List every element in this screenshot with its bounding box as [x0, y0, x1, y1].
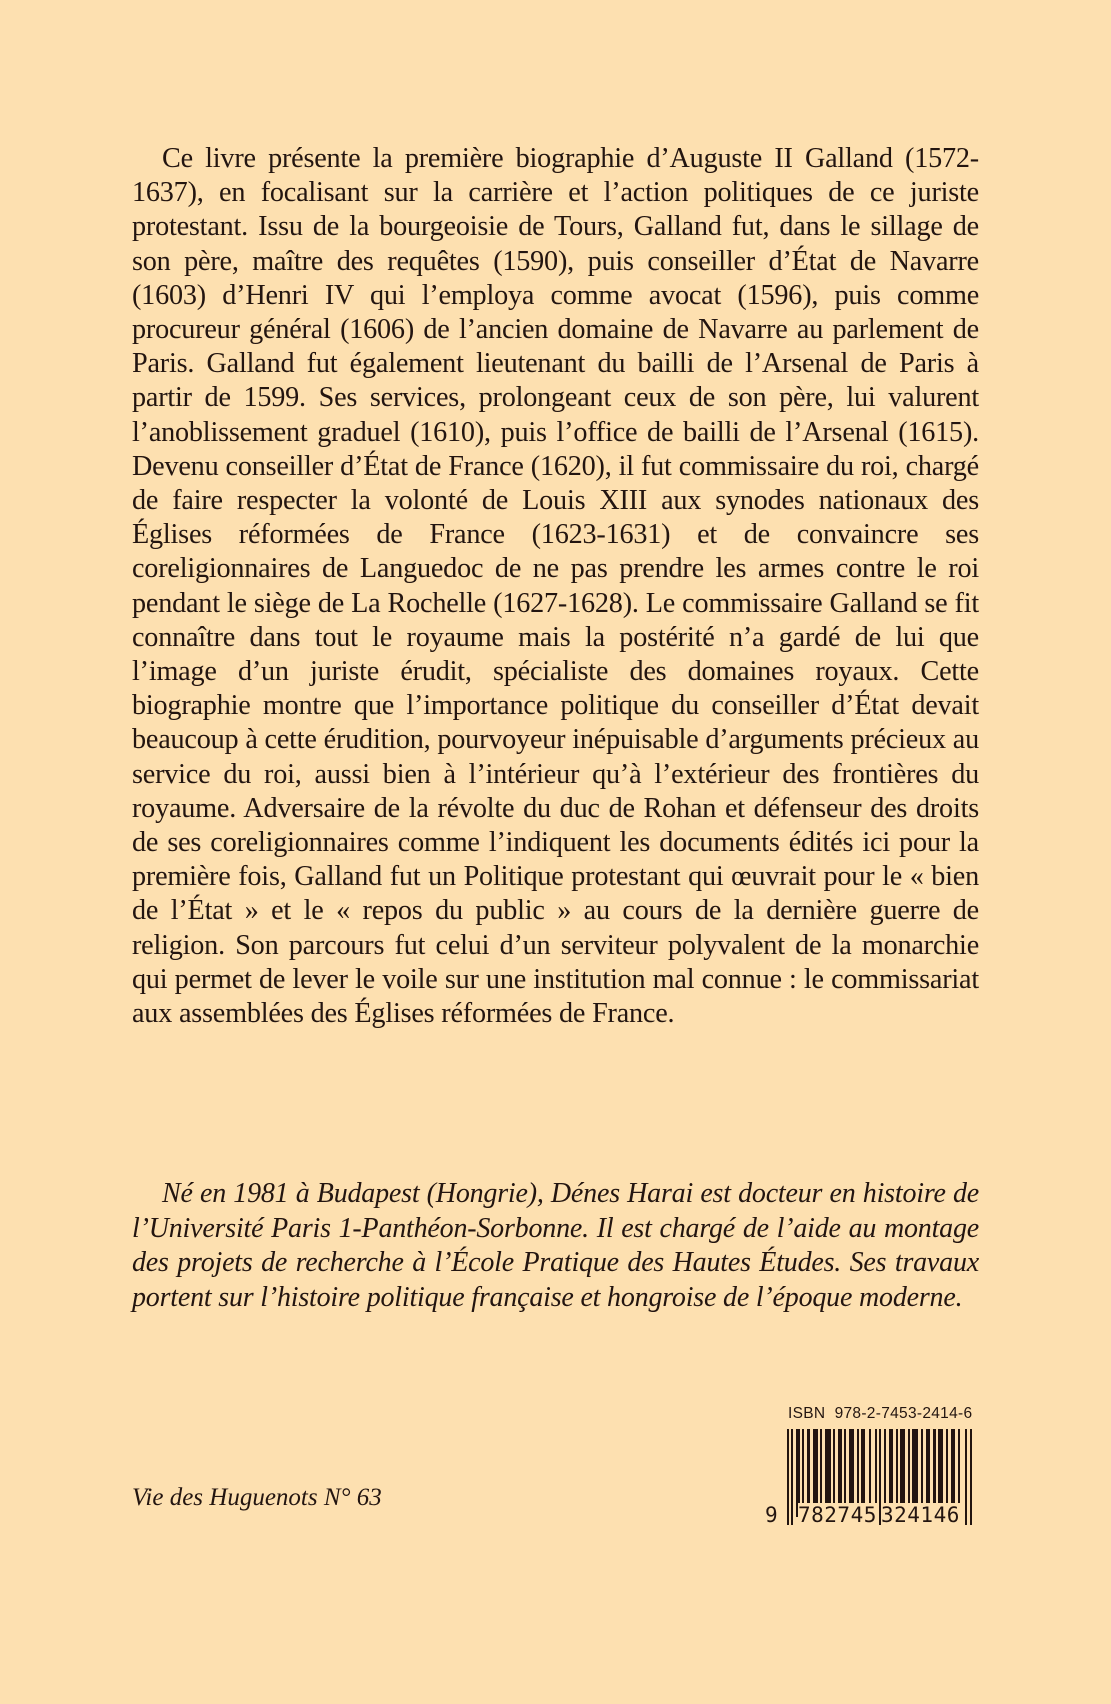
barcode-digits-right: 324146: [881, 1503, 960, 1527]
barcode-digit-first: 9: [765, 1503, 778, 1527]
isbn-barcode: [765, 1405, 980, 1535]
author-bio: Né en 1981 à Budapest (Hongrie), Dénes Harai est docteur en histoire de l’Université Paris 1-Panthéon-Sorbonne. Il est chargé de l’aide au montage des projets de recherche à l’École Pratique des Hautes Études. Ses travaux portent sur l’histoire politique française et hongroise de l’époque moderne.: [132, 1178, 979, 1313]
barcode-digits-left: 782745: [798, 1503, 877, 1527]
series-label: Vie des Huguenots N° 63: [132, 1484, 382, 1511]
isbn-label: ISBN 978-2-7453-2414-6: [788, 1405, 973, 1422]
summary-paragraph: Ce livre présente la première biographie d’Auguste II Galland (1572-1637), en focalisant sur la carrière et l’action politiques de ce juriste protestant. Issu de la bourgeoisie de Tours, Galland fut, dans le sillage de son père, maître des requêtes (1590), puis conseiller d’État de Navarre (1603) d’Henri IV qui l’employa comme avocat (1596), puis comme procureur général (1606) de l’ancien domaine de Navarre au parlement de Paris. Galland fut également lieutenant du bailli de l’Arsenal de Paris à partir de 1599. Ses services, prolongeant ceux de son père, lui valurent l’anoblissement graduel (1610), puis l’office de bailli de l’Arsenal (1615). Devenu conseiller d’État de France (1620), il fut commissaire du roi, chargé de faire respecter la volonté de Louis XIII aux synodes nationaux des Églises réformées de France (1623-1631) et de convaincre ses coreligionnaires de Languedoc de ne pas prendre les armes contre le roi pendant le siège de La Rochelle (1627-1628). Le commissaire Galland se fit connaître dans tout le royaume mais la postérité n’a gardé de lui que l’image d’un juriste érudit, spécialiste des domaines royaux. Cette biographie montre que l’importance politique du conseiller d’État devait beaucoup à cette érudition, pourvoyeur inépuisable d’arguments précieux au service du roi, aussi bien à l’intérieur qu’à l’extérieur des frontières du royaume. Adversaire de la révolte du duc de Rohan et défenseur des droits de ses coreligionnaires comme l’indiquent les documents édités ici pour la première fois, Galland fut un Politique protestant qui œuvrait pour le « bien de l’État » et le « repos du public » au cours de la dernière guerre de religion. Son parcours fut celui d’un serviteur polyvalent de la monarchie qui permet de lever le voile sur une institution mal connue : le commissariat aux assemblées des Églises réformées de France.: [132, 143, 979, 1030]
